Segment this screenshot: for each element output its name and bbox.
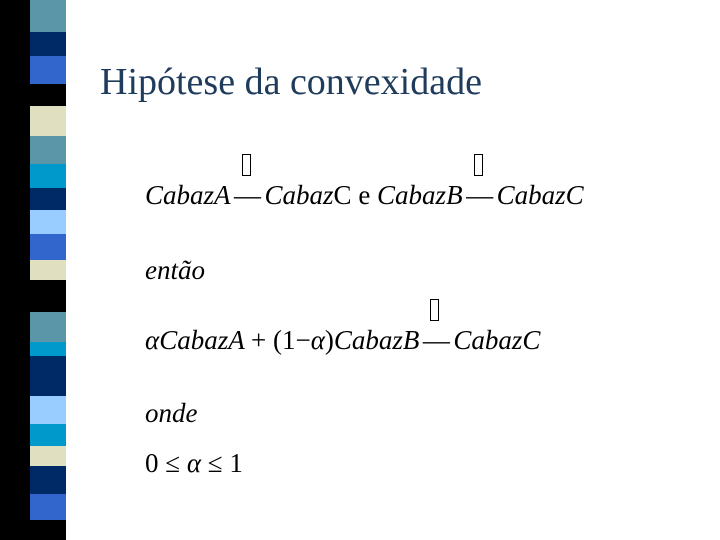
basket-a: CabazA: [145, 180, 231, 210]
alpha-range-line: [145, 448, 243, 479]
basket-c: CabazC: [453, 325, 541, 355]
preference-relation: —: [231, 180, 265, 211]
basket-a: CabazA: [159, 325, 245, 355]
leq-sign: ≤: [207, 448, 223, 478]
plus-sign: +: [250, 325, 267, 355]
basket-c-suffix: C: [333, 180, 352, 210]
slide-title: Hipótese da convexidade: [100, 61, 482, 103]
relation-symbol-icon: [242, 154, 251, 176]
one: 1: [229, 448, 243, 478]
preference-relation: —: [419, 325, 453, 356]
basket-c: CabazC: [496, 180, 584, 210]
leq-sign: ≤: [165, 448, 181, 478]
minus-sign: −: [295, 325, 311, 355]
convex-combination-line: [145, 325, 540, 356]
zero: 0: [145, 448, 159, 478]
preference-relation: —: [463, 180, 497, 211]
word-then: então: [145, 255, 205, 285]
basket-b: CabazB: [333, 325, 420, 355]
decorative-stripe: [0, 0, 70, 540]
relation-symbol-icon: [430, 299, 439, 321]
word-where: onde: [145, 398, 198, 428]
hypothesis-line: [145, 180, 584, 211]
basket-c-prefix: Cabaz: [264, 180, 334, 210]
paren-close: ): [324, 325, 334, 355]
basket-b: CabazB: [377, 180, 463, 210]
conjunction: e: [358, 180, 371, 210]
alpha-symbol: α: [145, 325, 160, 355]
relation-symbol-icon: [474, 154, 483, 176]
alpha-symbol: α: [186, 448, 202, 478]
alpha-symbol: α: [310, 325, 325, 355]
paren-open: (1: [272, 325, 296, 355]
